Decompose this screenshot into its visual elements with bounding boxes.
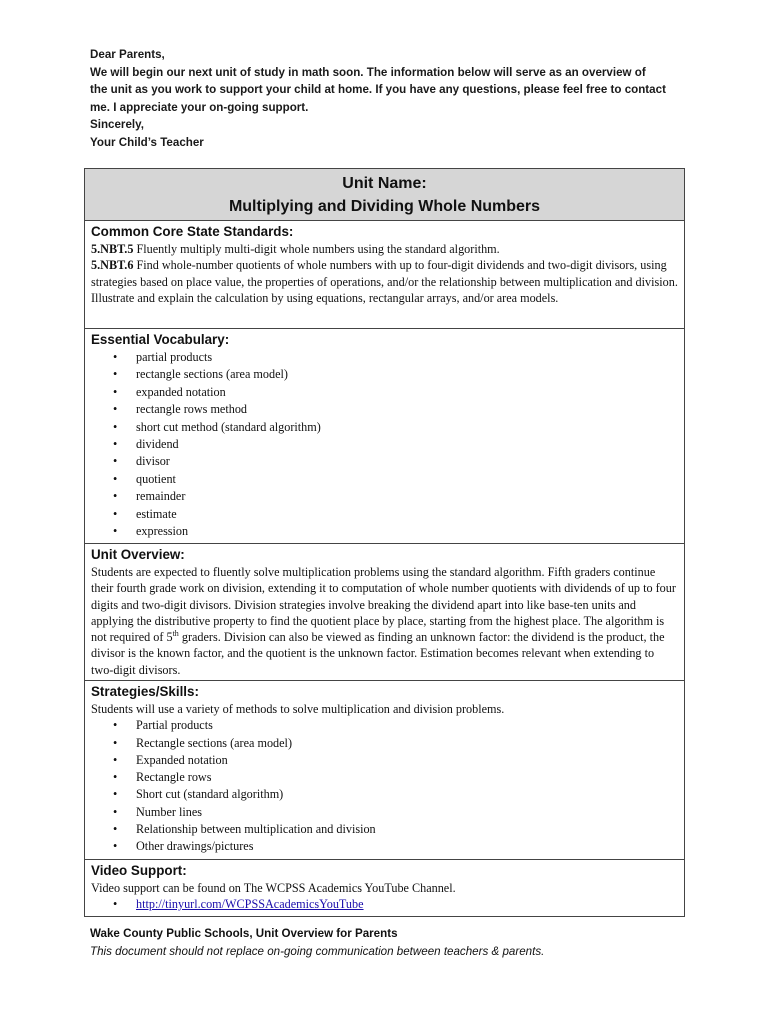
youtube-channel-link[interactable]: http://tinyurl.com/WCPSSAcademicsYouTube: [136, 897, 364, 912]
footer-org: Wake County Public Schools, Unit Overview for Parents: [90, 927, 398, 940]
vocabulary-list: [91, 349, 679, 540]
letter-greeting: Dear Parents,: [90, 48, 165, 61]
list-item: • remainder: [91, 488, 679, 505]
standard-text: Find whole-number quotients of whole numbers with up to four-digit dividends and two-digit divisors, using strategies based on place value, the properties of operations, and/or the relationship between multiplication and division. Illustrate and explain the calculation by using equations, rectangular arrays, and/or area models.: [91, 258, 678, 305]
page-footer: [90, 925, 690, 961]
list-item: • Rectangle rows: [91, 769, 679, 786]
list-item: • rectangle sections (area model): [91, 366, 679, 383]
unit-name: Multiplying and Dividing Whole Numbers: [228, 198, 541, 215]
list-item: • estimate: [91, 506, 679, 523]
vocabulary-heading: Essential Vocabulary:: [91, 332, 230, 347]
list-item: • quotient: [91, 471, 679, 488]
unit-header: [85, 169, 684, 221]
standard-item: [91, 257, 679, 306]
standard-item: [91, 241, 679, 257]
overview-section: [85, 544, 684, 681]
strategies-intro: Students will use a variety of methods to solve multiplication and division problems.: [91, 702, 505, 716]
standards-section: [85, 221, 684, 329]
letter-signature: Your Child’s Teacher: [90, 135, 204, 149]
vocabulary-section: [85, 329, 684, 544]
standards-heading: Common Core State Standards:: [91, 224, 294, 239]
list-item: • Number lines: [91, 804, 679, 821]
list-item: • short cut method (standard algorithm): [91, 419, 679, 436]
video-heading: Video Support:: [91, 863, 187, 878]
list-item: • Expanded notation: [91, 752, 679, 769]
unit-overview-table: [84, 168, 685, 917]
overview-heading: Unit Overview:: [91, 547, 185, 562]
standard-code: 5.NBT.5: [91, 242, 134, 256]
strategies-section: [85, 681, 684, 860]
list-item: • expanded notation: [91, 384, 679, 401]
ordinal-suffix: th: [172, 629, 179, 639]
overview-text: [91, 564, 679, 678]
list-item: • Partial products: [91, 717, 679, 734]
overview-text-part: graders. Division can also be viewed as finding an unknown factor: the dividend is the product, the divisor is the known factor, and the quotient is the unknown factor. Estimation becomes relevant when extending to two-digit divisors.: [91, 630, 665, 677]
letter-line: the unit as you work to support your child at home. If you have any questions, please feel free to contact: [90, 83, 666, 97]
list-item: • dividend: [91, 436, 679, 453]
overview-text-part: Students are expected to fluently solve multiplication problems using the standard algorithm. Fifth graders continue their fourth grade work on division, extending it to computation of whole number quotients with dividends of up to four digits and two-digit divisors. Division strategies involve breaking the dividend apart into like base-ten units and applying the distributive property to find the quotient place by place, starting from the highest place. The algorithm is not required of 5: [91, 565, 676, 645]
list-item: • Short cut (standard algorithm): [91, 786, 679, 803]
letter-closing: Sincerely,: [90, 118, 144, 132]
list-item: • Other drawings/pictures: [91, 838, 679, 855]
list-item: • Rectangle sections (area model): [91, 735, 679, 752]
list-item: [91, 896, 679, 913]
letter-line: We will begin our next unit of study in math soon. The information below will serve as an overview of: [90, 65, 646, 79]
strategies-list: [91, 717, 679, 855]
footer-note: This document should not replace on-going communication between teachers & parents.: [90, 945, 545, 958]
list-item: • divisor: [91, 453, 679, 470]
standard-text: Fluently multiply multi-digit whole numbers using the standard algorithm.: [133, 242, 500, 256]
strategies-heading: Strategies/Skills:: [91, 684, 199, 699]
list-item: • Relationship between multiplication and division: [91, 821, 679, 838]
parent-letter: [90, 46, 690, 152]
unit-label: Unit Name:: [342, 175, 427, 192]
letter-line: me. I appreciate your on-going support.: [90, 100, 309, 114]
standard-code: 5.NBT.6: [91, 258, 134, 273]
list-item: • partial products: [91, 349, 679, 366]
video-section: [85, 860, 684, 916]
list-item: • expression: [91, 523, 679, 540]
list-item: • rectangle rows method: [91, 401, 679, 418]
video-links: [91, 896, 679, 913]
video-intro: Video support can be found on The WCPSS Academics YouTube Channel.: [91, 881, 456, 895]
